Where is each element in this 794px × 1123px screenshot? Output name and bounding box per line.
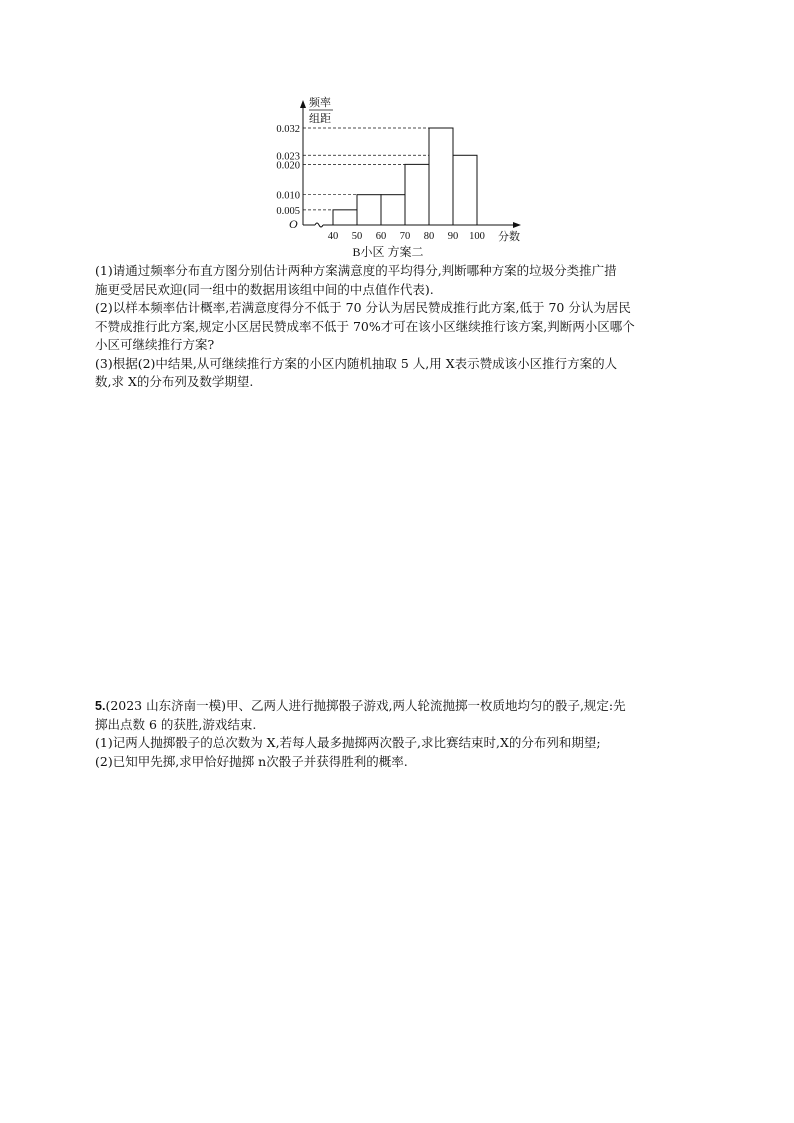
q4-part2-line1: (2)以样本频率估计概率,若满意度得分不低于 70 分认为居民赞成推行此方案,低于 70 分认为居民	[95, 300, 631, 315]
y-axis-label-bottom: 组距	[309, 113, 331, 125]
x-tick-label: 40	[327, 231, 339, 242]
question-5-number: 5.	[95, 699, 106, 713]
y-tick-label: 0.032	[276, 124, 300, 135]
histogram-bar	[453, 155, 477, 225]
frequency-histogram	[255, 90, 520, 262]
x-axis-label: 分数	[498, 231, 520, 243]
q5-stem-line1	[95, 697, 705, 716]
x-axis-arrow	[513, 222, 521, 228]
histogram-bars	[333, 128, 477, 225]
histogram-bar	[429, 128, 453, 225]
q5-part2: (2)已知甲先掷,求甲恰好抛掷 n次骰子并获得胜利的概率.	[95, 753, 408, 769]
x-tick-label: 80	[423, 231, 435, 242]
q5-part1: (1)记两人抛掷骰子的总次数为 X,若每人最多抛掷两次骰子,求比赛结束时,X的分布列和期望;	[95, 735, 601, 750]
chart-title: B小区 方案二	[352, 245, 424, 259]
q5-stem-line2: 掷出点数 6 的获胜,游戏结束.	[95, 716, 257, 732]
q4-part1-line1: (1)请通过频率分布直方图分别估计两种方案满意度的平均得分,判断哪种方案的垃圾分类推广措	[95, 263, 617, 278]
x-tick-label: 70	[399, 231, 411, 242]
y-tick-label: 0.020	[276, 160, 300, 172]
y-tick-label: 0.023	[276, 151, 300, 163]
x-axis-break-mark	[315, 223, 323, 227]
histogram-bar	[405, 164, 429, 225]
q4-part2-line2: 不赞成推行此方案,规定小区居民赞成率不低于 70%才可在该小区继续推行该方案,判断两小区哪个	[95, 318, 635, 334]
histogram-bar	[381, 195, 405, 225]
x-tick-label: 50	[351, 231, 363, 242]
x-tick-label: 90	[447, 231, 459, 242]
q4-part1-line2: 施更受居民欢迎(同一组中的数据用该组中间的中点值作代表).	[95, 281, 434, 297]
y-tick-label: 0.005	[276, 205, 300, 217]
y-tick-label: 0.010	[276, 190, 300, 202]
histogram-bar	[357, 195, 381, 225]
question-5-text	[95, 697, 705, 771]
x-tick-label: 60	[375, 231, 387, 242]
q4-part3-line2: 数,求 X的分布列及数学期望.	[95, 374, 254, 389]
question-4-text	[95, 262, 705, 392]
q4-part2-line3: 小区可继续推行方案?	[95, 337, 215, 352]
x-tick-label: 100	[469, 231, 485, 242]
y-axis-arrow	[300, 100, 306, 108]
histogram-bar	[333, 210, 357, 225]
q4-part3-line1: (3)根据(2)中结果,从可继续推行方案的小区内随机抽取 5 人,用 X表示赞成该小区推行方案的人	[95, 355, 618, 371]
y-axis-label-top: 频率	[309, 97, 331, 109]
origin-label: O	[289, 217, 298, 231]
q5-stem-text1: (2023 山东济南一模)甲、乙两人进行抛掷骰子游戏,两人轮流抛掷一枚质地均匀的骰子,规定:先	[105, 698, 626, 713]
